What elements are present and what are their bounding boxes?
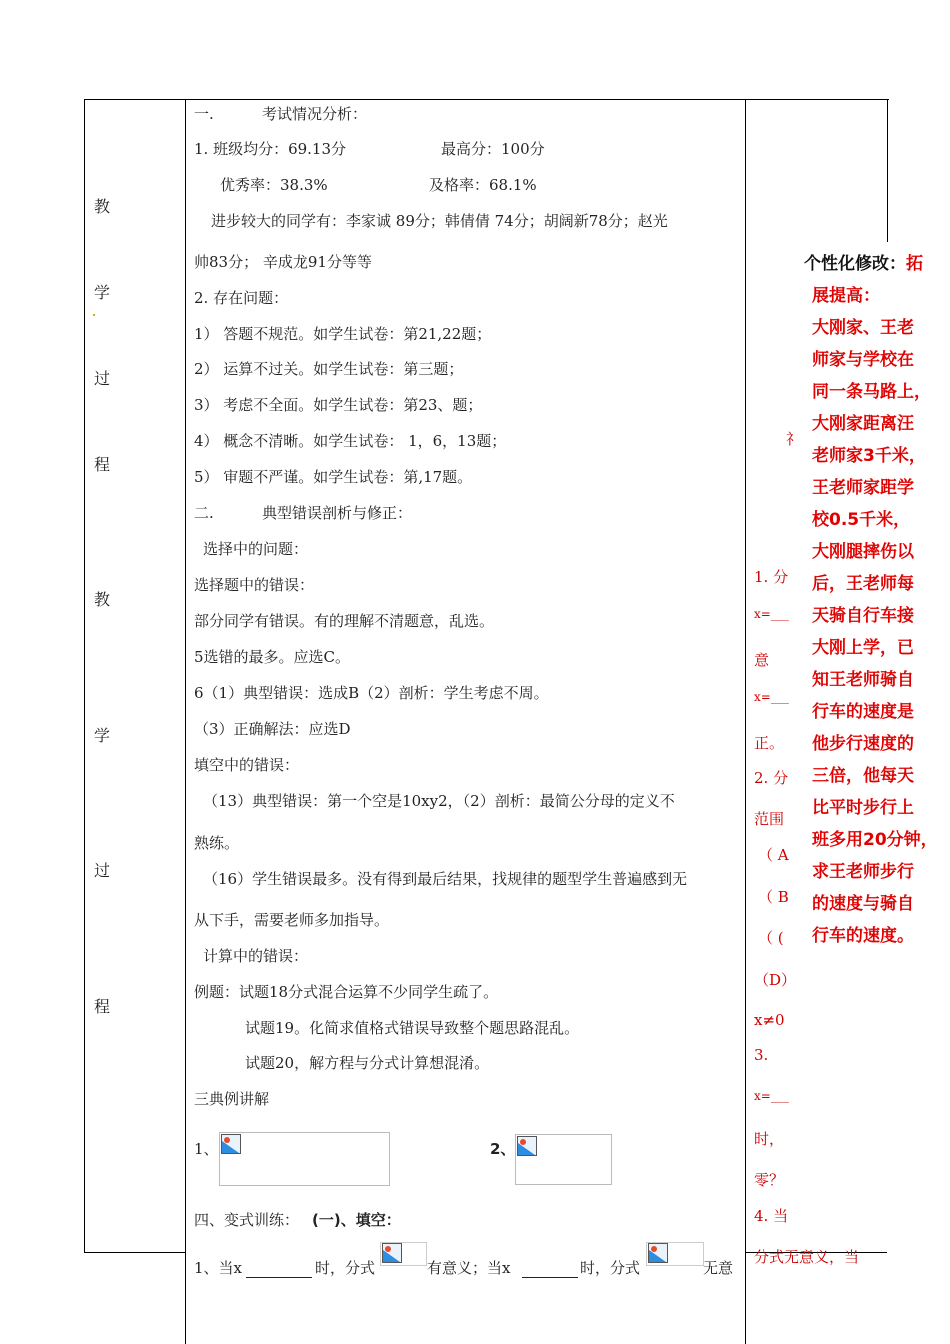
right-fragment: 零？ <box>754 1171 785 1189</box>
section-3-title: 三典例讲解 <box>194 1090 270 1108</box>
q16-analysis-line-2: 从下手，需要老师多加指导。 <box>194 911 390 929</box>
right-fragment: x=___ <box>754 690 789 704</box>
section-2-title: 典型错误剖析与修正： <box>262 504 413 522</box>
sidebar-line: 比平时步行上 <box>812 798 914 818</box>
right-fragment: （D） <box>754 971 797 989</box>
sidebar-line: 行车的速度。 <box>812 926 914 946</box>
table-col-divider-1 <box>185 99 186 1344</box>
right-fragment: 3. <box>754 1046 769 1064</box>
left-char-3: 过 <box>94 369 111 388</box>
sidebar-line: 师家与学校在 <box>812 350 914 370</box>
q6-solution: （3）正确解法：应选D <box>194 720 351 738</box>
section-1-number: 一. <box>194 105 214 123</box>
right-fragment: x=___ <box>754 607 789 621</box>
progress-students-line-1: 进步较大的同学有：李家诚 89分；韩倩倩 74分；胡阔新78分；赵光 <box>211 212 668 230</box>
left-char-6: 学 <box>94 726 111 745</box>
sidebar-line-text: 拓 <box>906 254 923 274</box>
highest-score: 最高分：100分 <box>441 140 545 158</box>
sidebar-line: 班多用20分钟， <box>812 830 938 850</box>
table-top-border <box>84 99 889 100</box>
sidebar-heading: 个性化修改： <box>804 254 906 274</box>
sidebar-line: 他步行速度的 <box>812 734 914 754</box>
right-fragment: 范围 <box>754 810 785 828</box>
problem-5: 5） 审题不严谨。如学生试卷：第,17题。 <box>194 468 473 486</box>
broken-image-icon <box>221 1134 241 1154</box>
broken-image-icon <box>517 1136 537 1156</box>
q6-analysis: 6（1）典型错误：选成B（2）剖析：学生考虑不周。 <box>194 684 549 702</box>
exercise-1-part-b: 时，分式 <box>315 1259 376 1277</box>
broken-image-icon <box>648 1243 668 1263</box>
example-2-label: 2、 <box>490 1140 516 1158</box>
sidebar-line: 的速度与骑自 <box>812 894 914 914</box>
left-char-1: 教 <box>94 197 111 216</box>
sidebar-line: 校0.5千米， <box>812 510 911 530</box>
section-2-number: 二. <box>194 504 214 522</box>
sidebar-line: 同一条马路上， <box>812 382 931 402</box>
broken-image-icon <box>382 1243 402 1263</box>
left-char-2: 学 <box>94 283 111 302</box>
exercise-1-blank-1[interactable] <box>246 1261 312 1278</box>
exercise-1-part-a: 1、当x <box>194 1259 243 1277</box>
table-bottom-left-border <box>84 1252 186 1253</box>
example-q19: 试题19。化简求值格式错误导致整个题思路混乱。 <box>245 1019 580 1037</box>
sidebar-line: 天骑自行车接 <box>812 606 914 626</box>
right-fragment: 2. 分 <box>754 769 789 787</box>
left-char-7: 过 <box>94 861 111 880</box>
excellent-rate: 优秀率：38.3% <box>220 176 328 194</box>
right-fragment: （ B <box>758 888 789 906</box>
calc-errors-heading: 计算中的错误： <box>203 947 309 965</box>
right-fragment: x≠0 <box>754 1011 785 1029</box>
exercise-1-blank-2[interactable] <box>522 1261 578 1278</box>
table-col-divider-2 <box>745 99 746 1344</box>
example-1-image-frame <box>219 1132 390 1186</box>
problem-4: 4） 概念不清晰。如学生试卷： 1，6，13题； <box>194 432 507 450</box>
sidebar-line: 大刚家距离汪 <box>812 414 914 434</box>
exercise-1-part-c: 有意义；当x <box>427 1259 511 1277</box>
example-q20: 试题20，解方程与分式计算想混淆。 <box>245 1054 490 1072</box>
sidebar-line-0 <box>804 248 946 280</box>
exercise-1-part-e: 无意 <box>703 1259 734 1277</box>
problems-heading: 2. 存在问题： <box>194 289 289 307</box>
exercise-1-part-d: 时，分式 <box>580 1259 641 1277</box>
sidebar-line: 求王老师步行 <box>812 862 914 882</box>
q5-note: 5选错的最多。应选C。 <box>194 648 351 666</box>
sidebar-line: 行车的速度是 <box>812 702 914 722</box>
right-fragment: 4. 当 <box>754 1207 789 1225</box>
stray-dot <box>93 314 95 316</box>
table-left-border <box>84 99 85 1253</box>
problem-2: 2） 运算不过关。如学生试卷：第三题； <box>194 360 464 378</box>
right-fragment: 意 <box>754 651 770 669</box>
section-1-title: 考试情况分析： <box>262 105 368 123</box>
left-char-4: 程 <box>94 455 111 474</box>
problem-1: 1） 答题不规范。如学生试卷：第21,22题； <box>194 325 492 343</box>
table-right-border <box>887 99 888 242</box>
right-fragment: 1. 分 <box>754 568 789 586</box>
right-fragment: 时， <box>754 1130 785 1148</box>
right-fragment: 礻 <box>786 430 802 448</box>
fill-errors-heading: 填空中的错误： <box>194 756 300 774</box>
q16-analysis-line-1: （16）学生错误最多。没有得到最后结果，找规律的题型学生普遍感到无 <box>203 870 688 888</box>
sidebar-line: 三倍，他每天 <box>812 766 914 786</box>
personalized-note <box>804 248 946 952</box>
choice-errors-desc: 部分同学有错误。有的理解不清题意，乱选。 <box>194 612 495 630</box>
section-4-subtitle: (一)、填空： <box>312 1211 401 1229</box>
q13-analysis-line-2: 熟练。 <box>194 834 240 852</box>
right-fragment: 分式无意义，当 <box>754 1248 860 1266</box>
class-average: 1. 班级均分：69.13分 <box>194 140 347 158</box>
right-fragment: （ ( <box>758 929 784 947</box>
sidebar-line: 大刚腿摔伤以 <box>812 542 914 562</box>
right-fragment: 正。 <box>754 734 785 752</box>
sidebar-line: 大刚家、王老 <box>812 318 914 338</box>
section-4-title: 四、变式训练： <box>194 1211 300 1229</box>
sidebar-line: 王老师家距学 <box>812 478 914 498</box>
problem-3: 3） 考虑不全面。如学生试卷：第23、题； <box>194 396 483 414</box>
sidebar-line: 大刚上学，已 <box>812 638 914 658</box>
sidebar-line: 展提高： <box>812 286 880 306</box>
progress-students-line-2: 帅83分； 辛成龙91分等等 <box>194 253 372 271</box>
left-char-5: 教 <box>94 590 111 609</box>
pass-rate: 及格率：68.1% <box>429 176 537 194</box>
right-fragment: （ A <box>758 846 789 864</box>
q13-analysis-line-1: （13）典型错误：第一个空是10xy2，（2）剖析：最简公分母的定义不 <box>203 792 675 810</box>
sidebar-line: 老师家3千米， <box>812 446 926 466</box>
sidebar-line: 知王老师骑自 <box>812 670 914 690</box>
left-char-8: 程 <box>94 997 111 1016</box>
choice-errors-heading: 选择题中的错误： <box>194 576 315 594</box>
example-1-label: 1、 <box>194 1140 219 1158</box>
example-q18: 例题：试题18分式混合运算不少同学生疏了。 <box>194 983 499 1001</box>
choice-problems-heading: 选择中的问题： <box>203 540 309 558</box>
right-fragment: x=___ <box>754 1089 789 1103</box>
sidebar-line: 后，王老师每 <box>812 574 914 594</box>
